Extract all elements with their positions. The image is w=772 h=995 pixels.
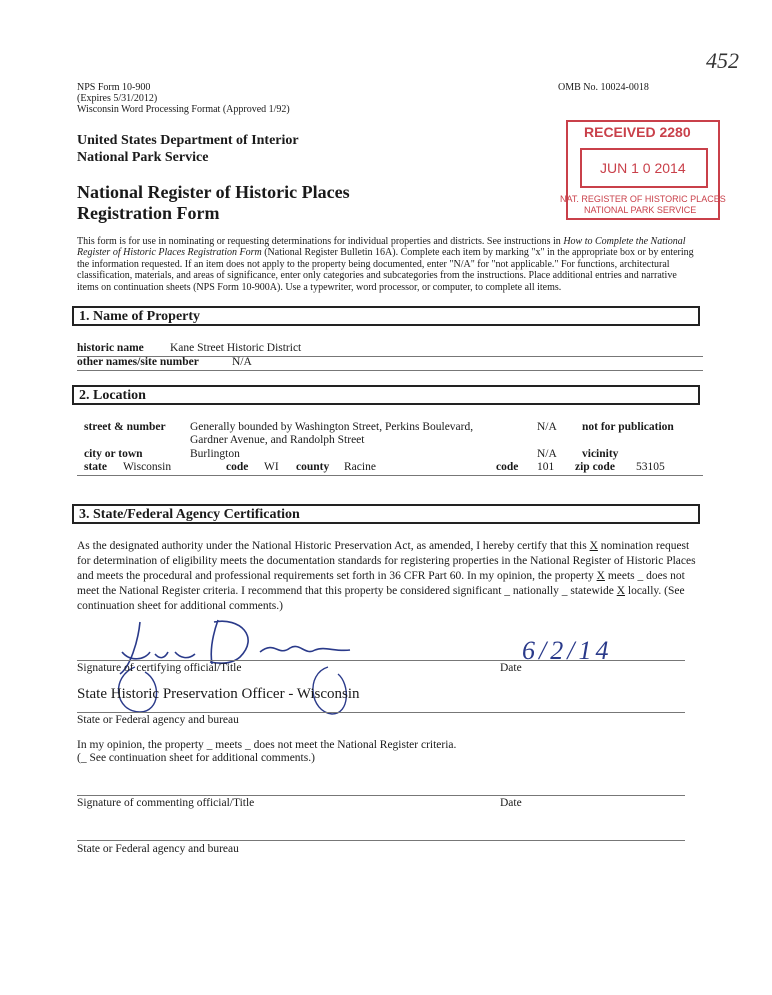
instructions-bulletin-title: How to Complete the National Register of Historic Places Registration Form — [77, 236, 686, 259]
city-value: Burlington — [190, 448, 240, 460]
cert-text-d: locally. (See continuation sheet for additional comments.) — [77, 585, 685, 612]
historic-name-label: historic name — [77, 342, 144, 354]
comment-agency-rule — [77, 840, 685, 841]
agency-subname: National Park Service — [77, 150, 209, 165]
street-value-line1: Generally bounded by Washington Street, Perkins Boulevard, — [190, 421, 474, 433]
handwritten-date: 6/2/14 — [522, 636, 613, 665]
county-code-label: code — [496, 461, 519, 473]
form-title: National Register of Historic Places — [77, 182, 350, 202]
form-expires: (Expires 5/31/2012) — [77, 93, 158, 104]
cert-text-b: nomination request for determination of eligibility meets the documentation standards for registering properties in the National Register of Historic Places and meets the procedural and professional requirements set forth in 36 CFR Part 60. In my opinion, the property — [77, 540, 696, 582]
stamp-org-line1: NAT. REGISTER OF HISTORIC PLACES — [560, 194, 726, 204]
zip-label: zip code — [575, 461, 615, 473]
state-code-value: WI — [264, 461, 279, 473]
state-code-label: code — [226, 461, 249, 473]
opinion-line-2: (_ See continuation sheet for additional comments.) — [77, 752, 315, 764]
city-label: city or town — [84, 448, 143, 460]
instructions-text-2: (National Register Bulletin 16A). Complete each item by marking "x" in the appropriate box or by entering the information requested. If an item does not apply to the property being documented, enter "N/A" for "not applicable." For functions, architectural classification, materials, and areas of significance, enter only categories and subcategories from the instructions. Place additional entries and narrative items on continuation sheets (NPS Form 10-900A). Use a typewriter, word processor, or computer, to complete all items. — [77, 247, 694, 293]
other-names-value: N/A — [232, 356, 252, 368]
state-label: state — [84, 461, 107, 473]
certifying-official-title: State Historic Preservation Officer - Wisconsin — [77, 686, 360, 702]
comment-date-label: Date — [500, 797, 522, 809]
date-label: Date — [500, 662, 522, 674]
form-format: Wisconsin Word Processing Format (Approved 1/92) — [77, 104, 290, 115]
street-label: street & number — [84, 421, 166, 433]
form-number: NPS Form 10-900 — [77, 82, 151, 93]
section-2-heading-box — [72, 385, 700, 405]
section-1-heading-box — [72, 306, 700, 326]
city-na: N/A — [537, 448, 557, 460]
section-1-heading: 1. Name of Property — [79, 309, 201, 324]
section-3-heading-box — [72, 504, 700, 524]
comment-signature-label: Signature of commenting official/Title — [77, 797, 255, 809]
other-names-label: other names/site number — [77, 356, 199, 368]
form-subtitle: Registration Form — [77, 203, 220, 223]
locally-mark: X — [616, 585, 625, 597]
state-value: Wisconsin — [123, 461, 172, 473]
received-stamp — [556, 120, 724, 224]
agency-rule — [77, 712, 685, 713]
cert-text-c: meets _ does not meet the National Register criteria. I recommend that this property be considered significant _ nationally _ statewide — [77, 570, 685, 597]
vicinity-label: vicinity — [582, 448, 619, 460]
signature-label: Signature of certifying official/Title — [77, 662, 242, 674]
section-3-heading: 3. State/Federal Agency Certification — [79, 507, 300, 522]
comment-agency-label: State or Federal agency and bureau — [77, 843, 239, 855]
not-for-publication-label: not for publication — [582, 421, 674, 433]
nomination-mark: X — [589, 540, 598, 552]
instructions-text-1: This form is for use in nominating or requesting determinations for individual properties and districts. See instructions in — [77, 236, 561, 247]
historic-name-value: Kane Street Historic District — [170, 342, 302, 354]
stamp-org-line2: NATIONAL PARK SERVICE — [584, 205, 697, 215]
meets-mark: X — [596, 570, 605, 582]
county-label: county — [296, 461, 330, 473]
opinion-line-1: In my opinion, the property _ meets _ does not meet the National Register criteria. — [77, 739, 457, 751]
cert-text-a: As the designated authority under the National Historic Preservation Act, as amended, I hereby certify that this — [77, 540, 587, 552]
zip-value: 53105 — [636, 461, 665, 473]
instructions-paragraph — [77, 236, 697, 293]
street-na: N/A — [537, 421, 557, 433]
comment-signature-rule — [77, 795, 685, 796]
omb-number: OMB No. 10024-0018 — [558, 82, 649, 93]
certification-paragraph — [77, 539, 697, 614]
county-code-value: 101 — [537, 461, 555, 473]
section-2-heading: 2. Location — [79, 388, 146, 403]
location-rule — [77, 475, 703, 476]
agency-label: State or Federal agency and bureau — [77, 714, 239, 726]
other-names-rule — [77, 370, 703, 371]
handwritten-page-number: 452 — [706, 48, 739, 73]
street-value-line2: Gardner Avenue, and Randolph Street — [190, 434, 365, 446]
county-value: Racine — [344, 461, 376, 473]
stamp-received-text: RECEIVED 2280 — [584, 124, 691, 140]
stamp-date: JUN 1 0 2014 — [600, 160, 686, 176]
agency-name: United States Department of Interior — [77, 133, 299, 148]
